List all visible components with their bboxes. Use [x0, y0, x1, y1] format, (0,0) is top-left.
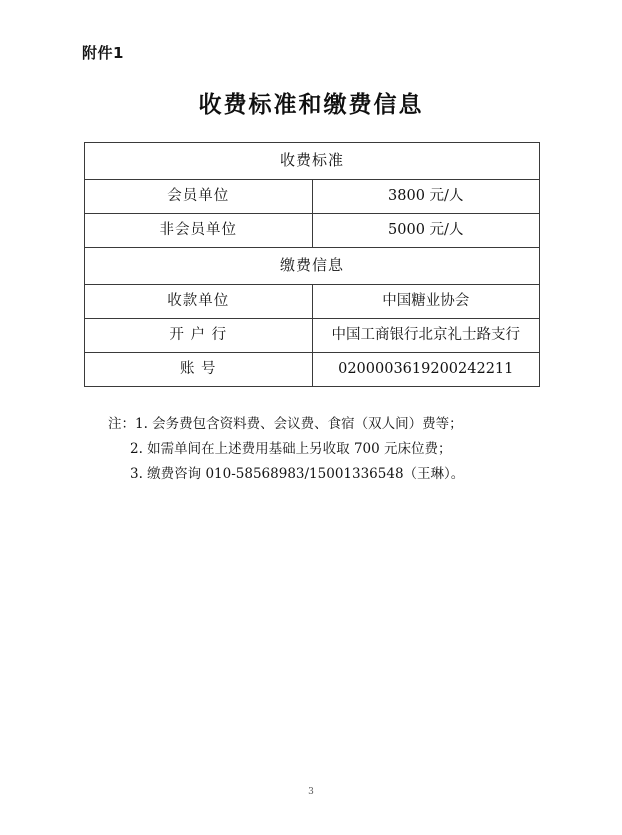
page-title: 收费标准和缴费信息	[198, 91, 424, 118]
table-row	[85, 284, 540, 318]
note-item-3: 3. 缴费咨询 010-58568983/15001336548（王琳）。	[130, 465, 465, 482]
row-value-account-number: 0200003619200242211	[312, 352, 540, 386]
section-header-payment-info: 缴费信息	[85, 247, 540, 284]
row-value-member-unit: 3800 元/人	[312, 179, 540, 213]
row-value-payee: 中国糖业协会	[312, 284, 540, 318]
row-label-account-number: 账 号	[85, 352, 313, 386]
table-row	[85, 352, 540, 386]
table-row	[85, 247, 540, 284]
row-label-bank: 开 户 行	[85, 318, 313, 352]
row-label-payee: 收款单位	[85, 284, 313, 318]
fee-and-payment-table	[84, 142, 540, 387]
row-value-non-member-unit: 5000 元/人	[312, 213, 540, 247]
table-row	[85, 213, 540, 247]
table-row	[85, 318, 540, 352]
note-item-2: 2. 如需单间在上述费用基础上另收取 700 元床位费；	[130, 440, 452, 457]
page-number: 3	[308, 787, 314, 797]
note-item-1	[108, 412, 558, 437]
notes-block	[108, 412, 558, 487]
note-text-1: 1. 会务费包含资料费、会议费、食宿（双人间）费等；	[135, 416, 463, 432]
table-row	[85, 143, 540, 180]
attachment-label: 附件1	[82, 44, 124, 62]
row-label-non-member-unit: 非会员单位	[85, 213, 313, 247]
table-row	[85, 179, 540, 213]
row-value-bank: 中国工商银行北京礼士路支行	[312, 318, 540, 352]
section-header-fee-standard: 收费标准	[85, 143, 540, 180]
row-label-member-unit: 会员单位	[85, 179, 313, 213]
notes-prefix: 注：	[108, 416, 135, 432]
